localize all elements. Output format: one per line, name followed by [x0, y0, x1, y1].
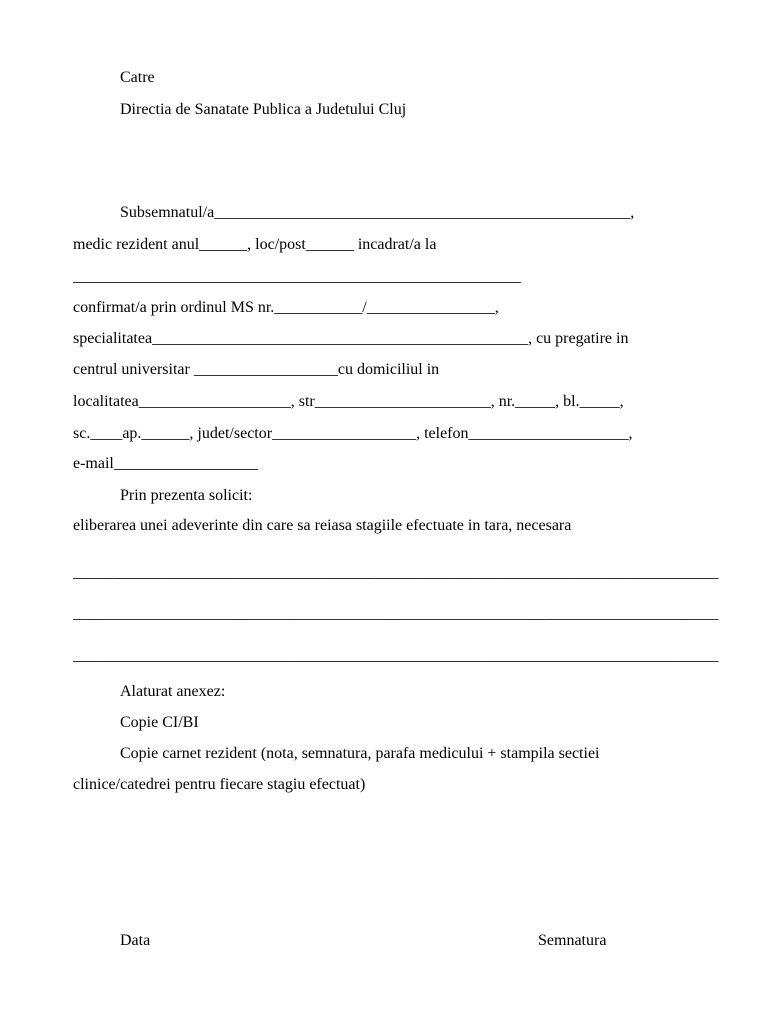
- form-line-email: e-mail__________________: [73, 455, 258, 472]
- request-text: eliberarea unei adeverinte din care sa reiasa stagiile efectuate in tara, necesara: [73, 517, 572, 534]
- addressee-institution: Directia de Sanatate Publica a Judetului Cluj: [120, 101, 407, 118]
- attachment-item: Copie CI/BI: [120, 714, 199, 731]
- attachments-heading: Alaturat anexez:: [120, 683, 226, 700]
- form-line-resident-year: medic rezident anul______, loc/post______ incadrat/a la: [73, 236, 437, 253]
- request-blank-line: ____________________________________________________________________________________: [73, 647, 719, 664]
- form-line-specialty: specialitatea_______________________________________________, cu pregatire in: [73, 330, 629, 347]
- form-line-name: Subsemnatul/a____________________________________________________,: [120, 204, 635, 221]
- form-line-address: localitatea___________________, str______________________, nr._____, bl._____,: [73, 393, 624, 410]
- request-blank-line: _____________________________________________________________________________________: [73, 605, 718, 622]
- form-line-county-phone: sc.____ap.______, judet/sector__________________, telefon____________________,: [73, 425, 633, 442]
- signature-label: Semnatura: [538, 932, 607, 949]
- form-line-employer: ________________________________________________________: [73, 268, 521, 285]
- request-intro: Prin prezenta solicit:: [120, 487, 253, 504]
- form-line-university-center: centrul universitar __________________cu domiciliul in: [73, 361, 440, 378]
- attachment-item-continuation: clinice/catedrei pentru fiecare stagiu efectuat): [73, 776, 366, 793]
- addressee-to: Catre: [120, 69, 155, 86]
- request-blank-line: _____________________________________________________________________________________: [73, 564, 718, 581]
- attachment-item: Copie carnet rezident (nota, semnatura, parafa medicului + stampila sectiei: [120, 745, 600, 762]
- form-line-order-number: confirmat/a prin ordinul MS nr.___________/________________,: [73, 299, 499, 316]
- date-label: Data: [120, 932, 151, 949]
